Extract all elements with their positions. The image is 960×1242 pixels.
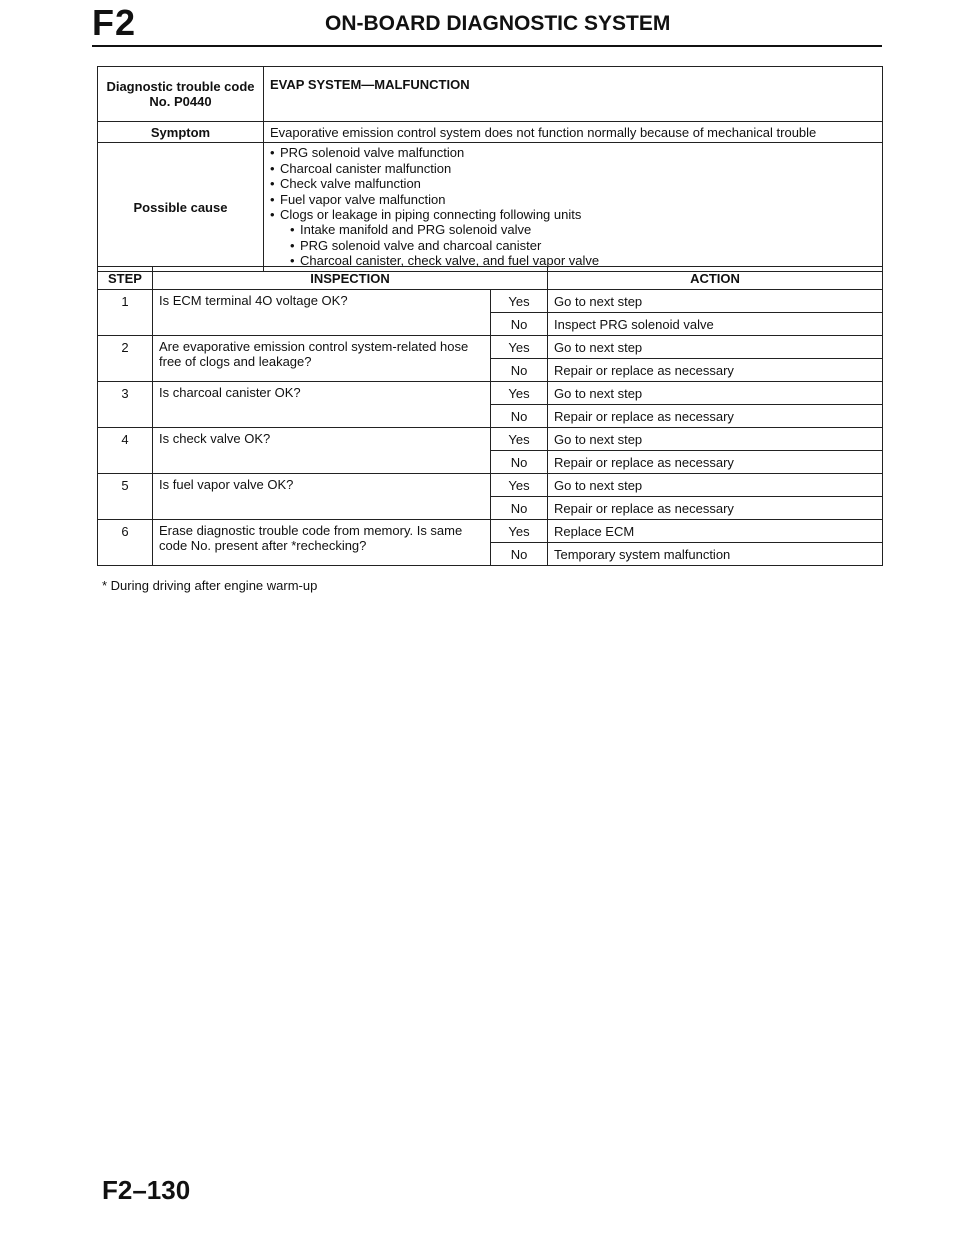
yes-action: Go to next step: [548, 382, 883, 405]
no-answer: No: [491, 497, 548, 520]
symptom-row: [98, 122, 883, 143]
step-table-header: [98, 267, 883, 290]
cause-item: • Charcoal canister malfunction: [270, 161, 876, 176]
yes-action: Replace ECM: [548, 520, 883, 543]
dtc-label: Diagnostic trouble code No. P0440: [98, 67, 264, 122]
possible-cause-row: [98, 143, 883, 272]
step-row-yes: [98, 336, 883, 359]
yes-action: Go to next step: [548, 336, 883, 359]
cause-sub-item: • PRG solenoid valve and charcoal canister: [270, 238, 876, 253]
dtc-value: EVAP SYSTEM—MALFUNCTION: [264, 67, 883, 122]
action-header: ACTION: [548, 267, 883, 290]
dtc-row: [98, 67, 883, 122]
step-header: STEP: [98, 267, 153, 290]
step-number: 1: [98, 290, 153, 336]
step-inspection: Is fuel vapor valve OK?: [153, 474, 491, 520]
step-number: 5: [98, 474, 153, 520]
step-row-yes: [98, 474, 883, 497]
page-number: F2–130: [102, 1175, 191, 1205]
step-number: 4: [98, 428, 153, 474]
no-action: Repair or replace as necessary: [548, 497, 883, 520]
yes-answer: Yes: [491, 474, 548, 497]
step-inspection: Is check valve OK?: [153, 428, 491, 474]
no-action: Repair or replace as necessary: [548, 405, 883, 428]
cause-item: • Clogs or leakage in piping connecting following units: [270, 207, 876, 222]
yes-answer: Yes: [491, 336, 548, 359]
yes-answer: Yes: [491, 428, 548, 451]
possible-cause-cell: [264, 143, 883, 272]
yes-action: Go to next step: [548, 428, 883, 451]
no-action: Repair or replace as necessary: [548, 359, 883, 382]
no-action: Temporary system malfunction: [548, 543, 883, 566]
symptom-value: Evaporative emission control system does not function normally because of mechanical trouble: [264, 122, 883, 143]
symptom-label: Symptom: [98, 122, 264, 143]
cause-sub-item: • Charcoal canister, check valve, and fuel vapor valve: [270, 253, 876, 268]
no-action: Inspect PRG solenoid valve: [548, 313, 883, 336]
no-answer: No: [491, 313, 548, 336]
no-answer: No: [491, 451, 548, 474]
step-inspection: Erase diagnostic trouble code from memory. Is same code No. present after *rechecking?: [153, 520, 491, 566]
page-header: [0, 0, 960, 48]
no-answer: No: [491, 359, 548, 382]
step-inspection: Is ECM terminal 4O voltage OK?: [153, 290, 491, 336]
no-action: Repair or replace as necessary: [548, 451, 883, 474]
dtc-info-table: [97, 66, 883, 272]
step-row-yes: [98, 290, 883, 313]
step-row-yes: [98, 382, 883, 405]
yes-answer: Yes: [491, 520, 548, 543]
possible-cause-list: [270, 145, 876, 268]
cause-sub-item: • Intake manifold and PRG solenoid valve: [270, 222, 876, 237]
header-rule: [92, 45, 882, 47]
cause-item: • Fuel vapor valve malfunction: [270, 192, 876, 207]
possible-cause-label: Possible cause: [98, 143, 264, 272]
footnote: * During driving after engine warm-up: [102, 578, 318, 593]
yes-answer: Yes: [491, 382, 548, 405]
step-number: 3: [98, 382, 153, 428]
cause-item: • Check valve malfunction: [270, 176, 876, 191]
page-title: ON-BOARD DIAGNOSTIC SYSTEM: [325, 12, 671, 35]
yes-answer: Yes: [491, 290, 548, 313]
step-number: 6: [98, 520, 153, 566]
no-answer: No: [491, 405, 548, 428]
inspection-step-table: [97, 266, 883, 566]
yes-action: Go to next step: [548, 474, 883, 497]
inspection-header: INSPECTION: [153, 267, 548, 290]
cause-item: • PRG solenoid valve malfunction: [270, 145, 876, 160]
step-inspection: Is charcoal canister OK?: [153, 382, 491, 428]
step-row-yes: [98, 428, 883, 451]
step-number: 2: [98, 336, 153, 382]
step-row-yes: [98, 520, 883, 543]
step-inspection: Are evaporative emission control system-related hose free of clogs and leakage?: [153, 336, 491, 382]
yes-action: Go to next step: [548, 290, 883, 313]
section-code: F2: [92, 2, 137, 43]
no-answer: No: [491, 543, 548, 566]
